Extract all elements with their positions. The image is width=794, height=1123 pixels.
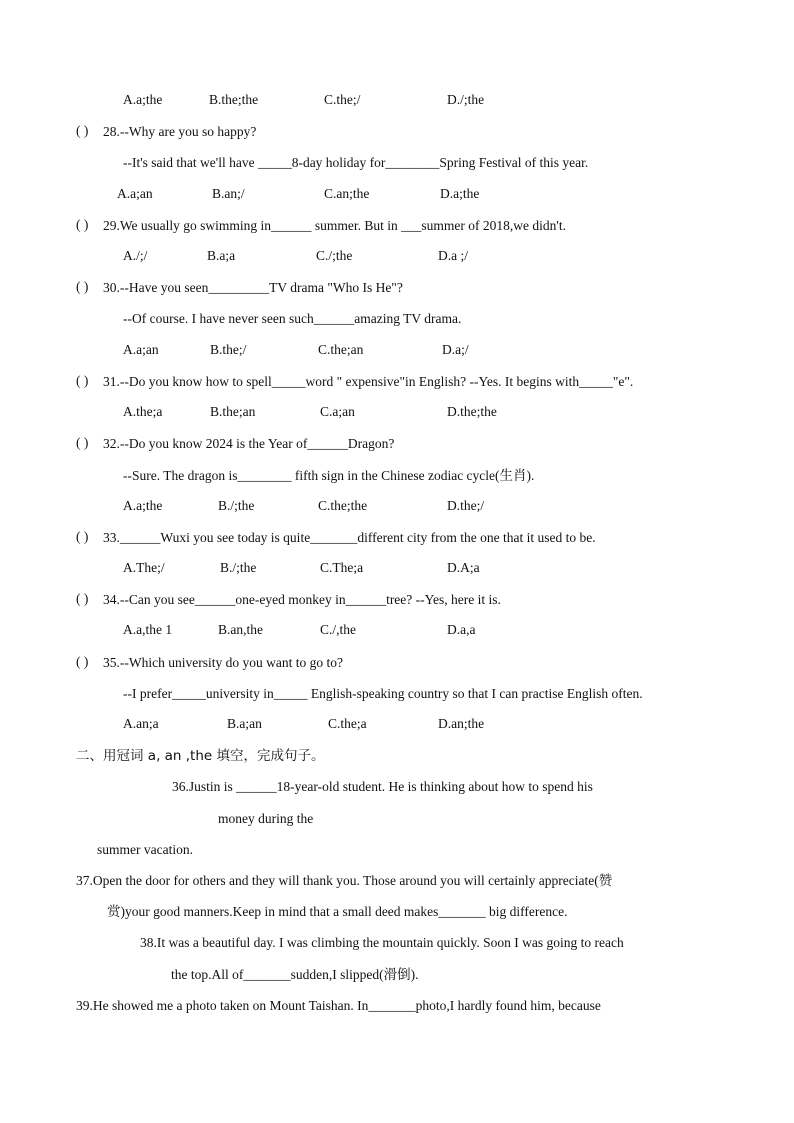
q30-option-c: C.the;an: [318, 342, 364, 357]
q29-option-b: B.a;a: [207, 248, 236, 263]
q36-line-3: summer vacation.: [97, 842, 193, 857]
q33-question: 33.______Wuxi you see today is quite_______different city from the one that it used to be.: [103, 530, 596, 545]
q35-answer-line: --I prefer_____university in_____ English-speaking country so that I can practise English often.: [123, 686, 643, 701]
q32-option-b: B./;the: [218, 498, 255, 513]
q32-answer-blank: ( ): [76, 435, 89, 450]
section-2-heading: 二、用冠词 a, an ,the 填空，完成句子。: [76, 748, 325, 764]
q28-option-c: C.an;the: [324, 186, 370, 201]
q28-answer-line: --It's said that we'll have _____8-day holiday for________Spring Festival of this year.: [123, 155, 589, 170]
q32-question: 32.--Do you know 2024 is the Year of______Dragon?: [103, 436, 395, 451]
q27-option-b: B.the;the: [209, 92, 259, 107]
q29-option-c: C./;the: [316, 248, 353, 263]
q34-question: 34.--Can you see______one-eyed monkey in______tree? --Yes, here it is.: [103, 592, 501, 607]
q28-option-b: B.an;/: [212, 186, 245, 201]
q30-option-a: A.a;an: [123, 342, 159, 357]
q37-line-1: 37.Open the door for others and they will thank you. Those around you will certainly appreciate(赞: [76, 873, 613, 888]
q28-option-a: A.a;an: [117, 186, 153, 201]
q33-option-b: B./;the: [220, 560, 257, 575]
q38-line-2: the top.All of_______sudden,I slipped(滑倒).: [171, 967, 419, 982]
q34-option-d: D.a,a: [447, 622, 476, 637]
q33-answer-blank: ( ): [76, 529, 89, 544]
q35-option-d: D.an;the: [438, 716, 485, 731]
q33-option-a: A.The;/: [123, 560, 165, 575]
q32-option-d: D.the;/: [447, 498, 485, 513]
q31-option-b: B.the;an: [210, 404, 256, 419]
q30-option-b: B.the;/: [210, 342, 247, 357]
q35-option-b: B.a;an: [227, 716, 262, 731]
q31-option-d: D.the;the: [447, 404, 497, 419]
q32-option-c: C.the;the: [318, 498, 368, 513]
q31-answer-blank: ( ): [76, 373, 89, 388]
q37-line-2: 赏)your good manners.Keep in mind that a small deed makes_______ big difference.: [107, 904, 568, 919]
q31-option-a: A.the;a: [123, 404, 163, 419]
q31-option-c: C.a;an: [320, 404, 355, 419]
q27-option-d: D./;the: [447, 92, 485, 107]
q28-answer-blank: ( ): [76, 123, 89, 138]
q32-answer-line: --Sure. The dragon is________ fifth sign in the Chinese zodiac cycle(生肖).: [123, 468, 535, 483]
q35-answer-blank: ( ): [76, 654, 89, 669]
q29-option-d: D.a ;/: [438, 248, 468, 263]
q27-option-c: C.the;/: [324, 92, 361, 107]
q34-option-a: A.a,the 1: [123, 622, 173, 637]
q35-option-a: A.an;a: [123, 716, 159, 731]
q28-option-d: D.a;the: [440, 186, 480, 201]
q30-answer-blank: ( ): [76, 279, 89, 294]
q33-option-c: C.The;a: [320, 560, 364, 575]
q29-question: 29.We usually go swimming in______ summer. But in ___summer of 2018,we didn't.: [103, 218, 566, 233]
q29-answer-blank: ( ): [76, 217, 89, 232]
q36-line-2: money during the: [218, 811, 314, 826]
q35-option-c: C.the;a: [328, 716, 367, 731]
q34-option-c: C./,the: [320, 622, 356, 637]
q29-option-a: A./;/: [123, 248, 148, 263]
q30-question: 30.--Have you seen_________TV drama "Who Is He"?: [103, 280, 403, 295]
q34-option-b: B.an,the: [218, 622, 263, 637]
q31-question: 31.--Do you know how to spell_____word " expensive"in English? --Yes. It begins with_____"e".: [103, 374, 634, 389]
q32-option-a: A.a;the: [123, 498, 163, 513]
q27-option-a: A.a;the: [123, 92, 163, 107]
q30-answer-line: --Of course. I have never seen such______amazing TV drama.: [123, 311, 462, 326]
q36-line-1: 36.Justin is ______18-year-old student. He is thinking about how to spend his: [172, 779, 593, 794]
q28-question: 28.--Why are you so happy?: [103, 124, 257, 139]
q34-answer-blank: ( ): [76, 591, 89, 606]
q33-option-d: D.A;a: [447, 560, 480, 575]
q38-line-1: 38.It was a beautiful day. I was climbing the mountain quickly. Soon I was going to reach: [140, 935, 624, 950]
q30-option-d: D.a;/: [442, 342, 469, 357]
q39-line-1: 39.He showed me a photo taken on Mount Taishan. In_______photo,I hardly found him, because: [76, 998, 601, 1013]
q35-question: 35.--Which university do you want to go to?: [103, 655, 343, 670]
